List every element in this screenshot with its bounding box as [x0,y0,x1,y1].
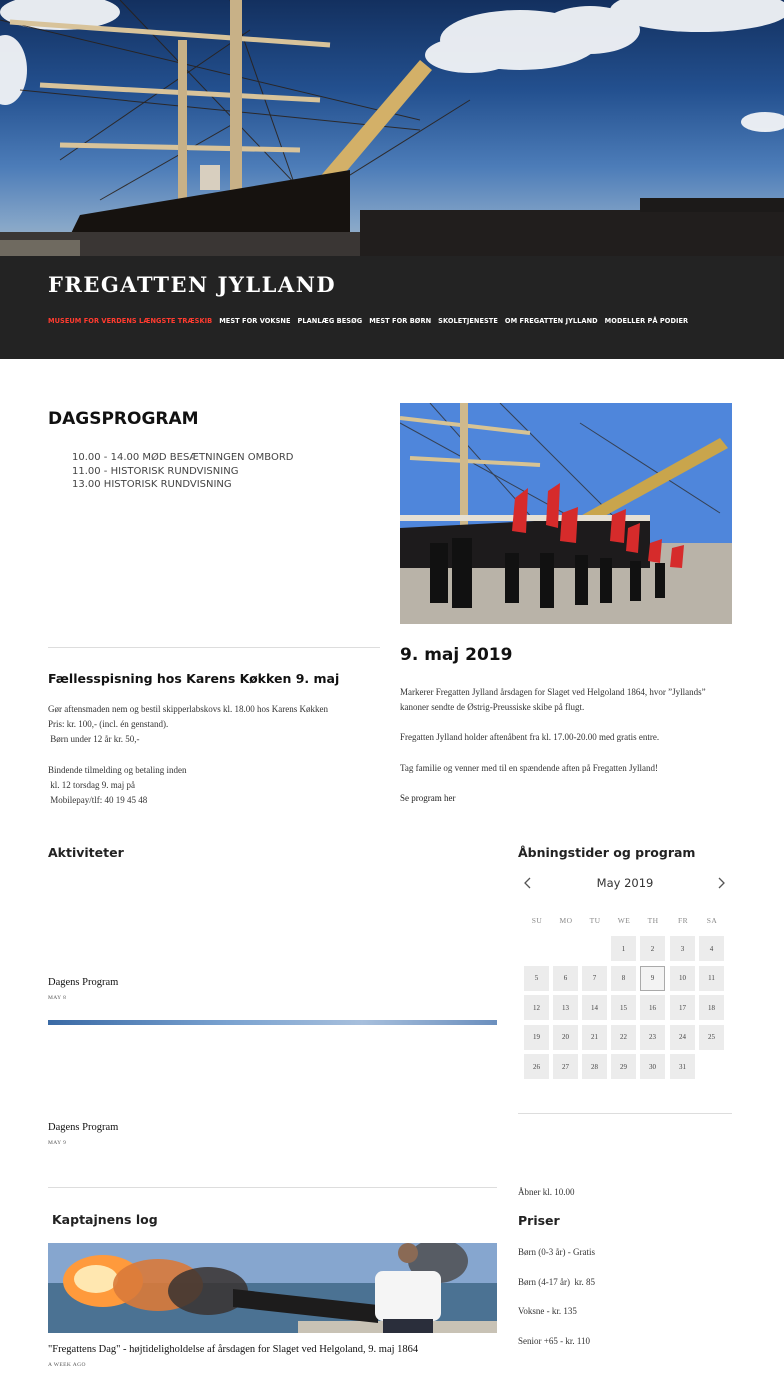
maj-paragraph-line: Markerer Fregatten Jylland årsdagen for Slaget ved Helgoland 1864, hvor ”Jyllands” [400,687,706,697]
event-title-link[interactable]: Dagens Program [48,977,119,988]
calendar-weekday: TH [647,916,659,925]
calendar-weekday: WE [617,916,631,925]
divider [48,1187,497,1188]
hero-banner-image [0,0,784,256]
site-title[interactable]: FREGATTEN JYLLAND [48,272,337,297]
event-date: MAY 8 [48,995,67,1001]
calendar-weekday: SU [531,916,543,925]
event-title-link[interactable]: Dagens Program [48,1122,119,1133]
maj-paragraph: Fregatten Jylland holder aftenåbent fra kl. 17.00-20.00 med gratis entre. [400,732,660,743]
calendar-day[interactable]: 4 [699,936,724,961]
calendar-day[interactable]: 1 [611,936,636,961]
nav-item-mest-for-boern[interactable]: MEST FOR BØRN [369,317,432,325]
calendar-day[interactable]: 13 [553,995,578,1020]
calendar-day[interactable]: 12 [524,995,549,1020]
se-program-link[interactable]: Se program her [400,792,456,803]
maj-paragraph: Tag familie og venner med til en spændende aften på Fregatten Jylland! [400,762,659,773]
calendar-day[interactable]: 8 [611,966,636,991]
maj-heading: 9. maj 2019 [400,645,513,665]
karen-line: Bindende tilmelding og betaling inden [48,764,187,775]
calendar-day[interactable]: 18 [699,995,724,1020]
calendar-day[interactable]: 28 [582,1054,607,1079]
nav-item-planlaeg-besoeg[interactable]: PLANLÆG BESØG [297,317,363,325]
calendar-day[interactable]: 27 [553,1054,578,1079]
kaptajnens-log-heading: Kaptajnens log [52,1212,158,1227]
calendar-day[interactable]: 29 [611,1054,636,1079]
calendar-weekday: SA [706,916,718,925]
dagsprogram-item: 10.00 - 14.00 MØD BESÆTNINGEN OMBORD [72,452,294,463]
karen-line [48,748,328,763]
dagsprogram-item: 11.00 - HISTORISK RUNDVISNING [72,465,239,477]
maj-paragraph-line: kanoner sendte de Østrig-Preussiske skibe på flugt. [400,702,585,713]
calendar-day[interactable]: 11 [699,966,724,991]
divider [518,1113,732,1114]
calendar-day[interactable]: 19 [524,1025,549,1050]
log-post-title-link[interactable]: "Fregattens Dag" - højtideligholdelse af årsdagen for Slaget ved Helgoland, 9. maj 1864 [48,1344,419,1355]
cannon-photo-illustration [48,1243,497,1333]
price-item: Børn (0-3 år) - Gratis [518,1247,595,1257]
log-post-date: A WEEK AGO [48,1362,86,1368]
maj-text [400,685,706,806]
price-item: Voksne - kr. 135 [518,1306,577,1316]
karen-line: Pris: kr. 100,- (incl. én genstand). [48,719,169,730]
nav-item-mest-for-voksne[interactable]: MEST FOR VOKSNE [219,317,291,325]
calendar-month-label: May 2019 [596,876,654,890]
event-image-strip [48,1020,497,1025]
karen-text [48,702,328,808]
calendar-day[interactable]: 3 [670,936,695,961]
karen-line: Gør aftensmaden nem og bestil skipperlabskovs kl. 18.00 hos Karens Køkken [48,704,328,714]
calendar-weekday: MO [559,916,573,925]
calendar-day[interactable]: 15 [611,995,636,1020]
calendar-day[interactable]: 6 [553,966,578,991]
calendar-day[interactable]: 23 [640,1025,665,1050]
price-item: Senior +65 - kr. 110 [518,1336,590,1346]
calendar-day[interactable]: 24 [670,1025,695,1050]
calendar-day[interactable]: 26 [524,1054,549,1079]
calendar-day[interactable]: 31 [670,1054,695,1079]
calendar-day[interactable]: 14 [582,995,607,1020]
nav-item-om-fregatten[interactable]: OM FREGATTEN JYLLAND [504,317,598,325]
calendar-day[interactable]: 17 [670,995,695,1020]
price-item: Børn (4-17 år) kr. 85 [518,1277,595,1287]
calendar-day[interactable]: 16 [640,995,665,1020]
aktiviteter-heading: Aktiviteter [48,845,124,860]
karen-line: Mobilepay/tlf: 40 19 45 48 [48,795,148,806]
calendar-day[interactable]: 22 [611,1025,636,1050]
chevron-right-icon[interactable] [714,874,728,892]
dagsprogram-heading: DAGSPROGRAM [48,409,199,429]
calendar-day[interactable]: 2 [640,936,665,961]
calendar-day[interactable]: 7 [582,966,607,991]
calendar-weekday: TU [589,916,601,925]
main-navigation [48,317,688,325]
karen-line: Børn under 12 år kr. 50,- [48,734,140,745]
dagsprogram-item: 13.00 HISTORISK RUNDVISNING [72,479,232,491]
hero-ship-illustration [0,0,784,256]
dagsprogram-list [72,451,294,492]
nav-item-modeller[interactable]: MODELLER PÅ PODIER [604,317,689,325]
calendar-day[interactable]: 10 [670,966,695,991]
parade-photo-illustration [400,403,732,624]
parade-photo [400,403,732,624]
chevron-left-icon[interactable] [521,874,535,892]
calendar-weekday: FR [678,916,688,925]
calendar-day-today[interactable]: 9 [640,966,665,991]
event-date: MAY 9 [48,1140,67,1146]
priser-heading: Priser [518,1213,560,1228]
calendar-day[interactable]: 20 [553,1025,578,1050]
karen-line: kl. 12 torsdag 9. maj på [48,780,135,791]
karen-heading: Fællesspisning hos Karens Køkken 9. maj [48,671,340,686]
nav-item-museum[interactable]: MUSEUM FOR VERDENS LÆNGSTE TRÆSKIB [48,317,213,325]
calendar-day[interactable]: 25 [699,1025,724,1050]
calendar-day[interactable]: 5 [524,966,549,991]
cannon-photo[interactable] [48,1243,497,1333]
calendar-day[interactable]: 21 [582,1025,607,1050]
nav-item-skoletjeneste[interactable]: SKOLETJENESTE [438,317,498,325]
aabningstider-heading: Åbningstider og program [518,845,696,860]
divider [48,647,380,648]
opening-time: Åbner kl. 10.00 [518,1187,575,1197]
calendar-day[interactable]: 30 [640,1054,665,1079]
